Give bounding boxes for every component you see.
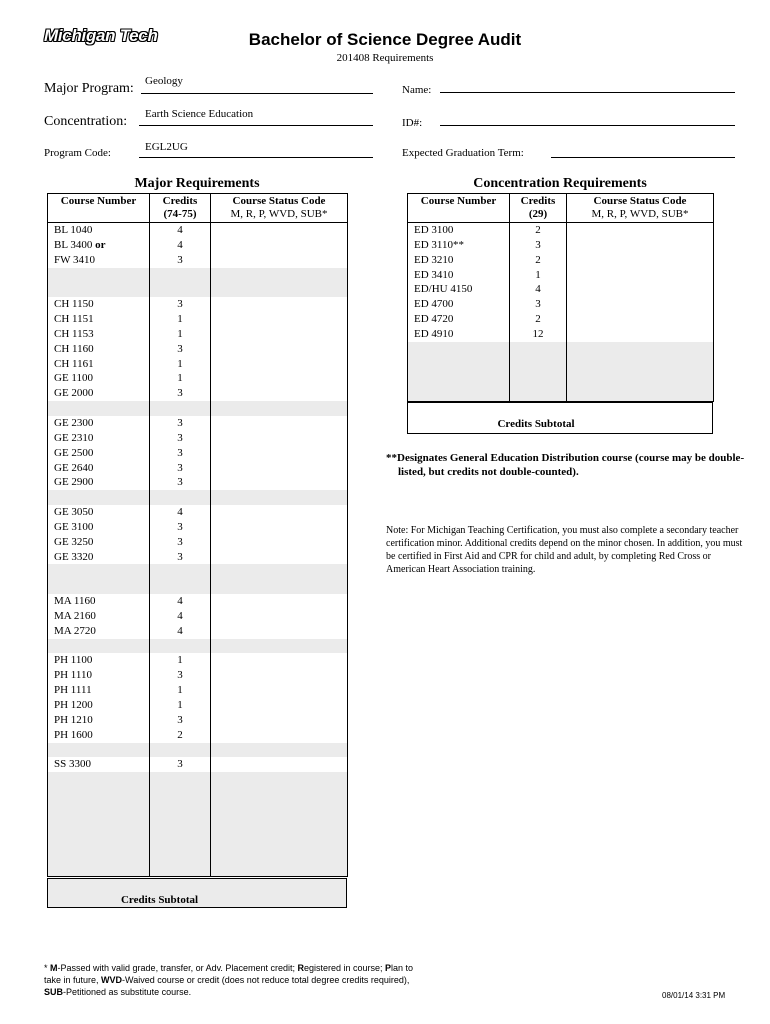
major-requirements-heading: Major Requirements — [134, 176, 260, 191]
major-course-number: BL 1040 — [48, 223, 150, 238]
major-credits: 1 — [150, 653, 211, 668]
major-status-code-cell[interactable] — [211, 757, 348, 772]
major-row — [48, 653, 348, 668]
major-row — [48, 743, 348, 758]
major-status-code-cell[interactable] — [211, 861, 348, 876]
major-row — [48, 817, 348, 832]
major-status-code-cell[interactable] — [211, 327, 348, 342]
major-status-code-cell[interactable] — [211, 357, 348, 372]
major-credits: 3 — [150, 550, 211, 565]
conc-row — [408, 268, 714, 283]
major-credits: 3 — [150, 297, 211, 312]
program-code-label: Program Code: — [44, 147, 111, 159]
major-status-code-cell[interactable] — [211, 787, 348, 802]
major-credits: 3 — [150, 386, 211, 401]
major-credits: 3 — [150, 757, 211, 772]
major-credits: 3 — [150, 668, 211, 683]
major-credits: 3 — [150, 446, 211, 461]
conc-row — [408, 386, 714, 401]
conc-course-number: ED 4910 — [408, 327, 510, 342]
major-status-code-cell[interactable] — [211, 505, 348, 520]
major-status-code-cell[interactable] — [211, 520, 348, 535]
major-credits — [150, 772, 211, 787]
conc-row — [408, 223, 714, 238]
graduation-term-field[interactable] — [551, 157, 735, 158]
major-status-code-cell[interactable] — [211, 535, 348, 550]
conc-credits: 2 — [510, 253, 567, 268]
major-row — [48, 802, 348, 817]
major-status-code-cell[interactable] — [211, 802, 348, 817]
major-course-number: PH 1200 — [48, 698, 150, 713]
id-field[interactable] — [440, 125, 735, 126]
major-status-code-cell[interactable] — [211, 238, 348, 253]
major-row — [48, 713, 348, 728]
major-credits: 4 — [150, 624, 211, 639]
major-status-code-cell[interactable] — [211, 416, 348, 431]
major-status-code-cell[interactable] — [211, 490, 348, 505]
major-row — [48, 668, 348, 683]
concentration-value: Earth Science Education — [145, 108, 254, 120]
major-row — [48, 327, 348, 342]
major-credits — [150, 268, 211, 283]
conc-row — [408, 371, 714, 386]
major-row — [48, 297, 348, 312]
major-course-number: PH 1110 — [48, 668, 150, 683]
conc-status-code-cell[interactable] — [567, 327, 714, 342]
major-course-number: SS 3300 — [48, 757, 150, 772]
conc-status-code-cell[interactable] — [567, 386, 714, 401]
major-row — [48, 550, 348, 565]
major-credits: 3 — [150, 535, 211, 550]
major-credits: 1 — [150, 312, 211, 327]
conc-course-number: ED/HU 4150 — [408, 282, 510, 297]
conc-course-number — [408, 342, 510, 357]
concentration-line[interactable] — [139, 125, 373, 126]
id-label: ID#: — [402, 117, 423, 129]
concentration-label: Concentration: — [44, 114, 128, 129]
graduation-term-label: Expected Graduation Term: — [402, 147, 524, 159]
major-status-code-cell[interactable] — [211, 698, 348, 713]
major-credits: 4 — [150, 609, 211, 624]
major-status-code-cell[interactable] — [211, 297, 348, 312]
major-program-value: Geology — [145, 75, 183, 87]
major-row — [48, 446, 348, 461]
major-course-number: PH 1600 — [48, 728, 150, 743]
major-course-number: GE 3050 — [48, 505, 150, 520]
major-course-number — [48, 832, 150, 847]
major-status-code-cell[interactable] — [211, 371, 348, 386]
major-credits: 3 — [150, 475, 211, 490]
major-row — [48, 312, 348, 327]
major-credits: 4 — [150, 223, 211, 238]
conc-course-number: ED 4700 — [408, 297, 510, 312]
major-status-code-cell[interactable] — [211, 446, 348, 461]
major-status-code-cell[interactable] — [211, 846, 348, 861]
conc-status-code-cell[interactable] — [567, 282, 714, 297]
major-status-code-cell[interactable] — [211, 713, 348, 728]
major-credits — [150, 802, 211, 817]
major-row — [48, 475, 348, 490]
major-credits: 3 — [150, 431, 211, 446]
conc-course-number — [408, 386, 510, 401]
major-col-credits: Credits (74-75) — [150, 194, 211, 223]
major-course-number — [48, 817, 150, 832]
major-status-code-cell[interactable] — [211, 386, 348, 401]
major-course-number — [48, 579, 150, 594]
major-course-number: GE 1100 — [48, 371, 150, 386]
conc-credits — [510, 342, 567, 357]
major-credits: 1 — [150, 327, 211, 342]
conc-credits: 1 — [510, 268, 567, 283]
major-course-number: BL 3400 or — [48, 238, 150, 253]
major-row — [48, 564, 348, 579]
major-row — [48, 832, 348, 847]
major-course-number: MA 1160 — [48, 594, 150, 609]
status-code-legend: * M-Passed with valid grade, transfer, or Adv. Placement credit; Registered in course; Plan to take in future, WVD-Waived course or credit (does not reduce total degree credits required), SUB-Petitioned as substitute course. — [44, 963, 414, 997]
conc-row — [408, 282, 714, 297]
major-status-code-cell[interactable] — [211, 653, 348, 668]
conc-row — [408, 253, 714, 268]
conc-row — [408, 327, 714, 342]
major-course-number — [48, 861, 150, 876]
major-row — [48, 253, 348, 268]
major-row — [48, 461, 348, 476]
conc-credits: 3 — [510, 238, 567, 253]
major-row — [48, 386, 348, 401]
teaching-certification-note: Note: For Michigan Teaching Certification, you must also complete a secondary teacher certification minor. Additional credits depend on the minor chosen. In addition, you must be certified in First Aid and CPR for child and adult, by completing Red Cross or American Heart Association training. — [386, 525, 743, 575]
major-row — [48, 594, 348, 609]
major-course-number — [48, 743, 150, 758]
major-row — [48, 282, 348, 297]
conc-status-code-cell[interactable] — [567, 371, 714, 386]
major-course-number: GE 2300 — [48, 416, 150, 431]
major-course-number: GE 3320 — [48, 550, 150, 565]
major-credits — [150, 832, 211, 847]
conc-credits: 12 — [510, 327, 567, 342]
major-row — [48, 639, 348, 654]
print-date: 08/01/14 3:31 PM — [662, 991, 726, 1000]
gen-ed-note: **Designates General Education Distribution course (course may be double-listed, but credits not double-counted). — [386, 452, 745, 478]
major-credits-subtotal: Credits Subtotal — [120, 894, 199, 906]
major-program-line[interactable] — [141, 93, 373, 94]
major-status-code-cell[interactable] — [211, 683, 348, 698]
major-credits: 3 — [150, 342, 211, 357]
major-course-number — [48, 490, 150, 505]
major-credits: 3 — [150, 520, 211, 535]
major-credits — [150, 861, 211, 876]
program-code-line[interactable] — [139, 157, 373, 158]
major-course-number: CH 1160 — [48, 342, 150, 357]
major-credits: 3 — [150, 416, 211, 431]
major-row — [48, 772, 348, 787]
major-status-code-cell[interactable] — [211, 624, 348, 639]
major-credits: 1 — [150, 357, 211, 372]
major-credits: 1 — [150, 698, 211, 713]
major-row — [48, 846, 348, 861]
major-credits — [150, 817, 211, 832]
conc-credits — [510, 357, 567, 372]
conc-course-number: ED 3110** — [408, 238, 510, 253]
conc-course-number: ED 4720 — [408, 312, 510, 327]
conc-row — [408, 238, 714, 253]
major-course-number — [48, 268, 150, 283]
concentration-requirements-heading: Concentration Requirements — [473, 176, 647, 191]
major-course-number: CH 1161 — [48, 357, 150, 372]
major-course-number — [48, 846, 150, 861]
major-course-number — [48, 639, 150, 654]
major-row — [48, 238, 348, 253]
conc-course-number: ED 3100 — [408, 223, 510, 238]
major-row — [48, 683, 348, 698]
conc-status-code-cell[interactable] — [567, 238, 714, 253]
conc-credits: 2 — [510, 312, 567, 327]
major-row — [48, 401, 348, 416]
conc-status-code-cell[interactable] — [567, 312, 714, 327]
major-status-code-cell[interactable] — [211, 832, 348, 847]
major-credits: 1 — [150, 371, 211, 386]
major-credits: 4 — [150, 238, 211, 253]
major-credits — [150, 846, 211, 861]
program-code-value: EGL2UG — [145, 141, 188, 153]
major-course-number — [48, 802, 150, 817]
major-row — [48, 861, 348, 876]
conc-credits — [510, 371, 567, 386]
major-course-number: GE 2640 — [48, 461, 150, 476]
concentration-requirements-table — [407, 193, 714, 402]
major-credits — [150, 579, 211, 594]
major-credits — [150, 743, 211, 758]
major-status-code-cell[interactable] — [211, 564, 348, 579]
major-col-course: Course Number — [48, 194, 150, 223]
major-credits — [150, 490, 211, 505]
major-status-code-cell[interactable] — [211, 639, 348, 654]
major-status-code-cell[interactable] — [211, 728, 348, 743]
major-course-number — [48, 282, 150, 297]
major-credits: 1 — [150, 683, 211, 698]
name-field[interactable] — [440, 92, 735, 93]
major-status-code-cell[interactable] — [211, 431, 348, 446]
major-course-number — [48, 772, 150, 787]
major-credits: 4 — [150, 594, 211, 609]
major-course-number: CH 1151 — [48, 312, 150, 327]
major-credits — [150, 639, 211, 654]
conc-credits: 3 — [510, 297, 567, 312]
major-status-code-cell[interactable] — [211, 268, 348, 283]
major-row — [48, 609, 348, 624]
major-status-code-cell[interactable] — [211, 743, 348, 758]
conc-status-code-cell[interactable] — [567, 297, 714, 312]
major-status-code-cell[interactable] — [211, 594, 348, 609]
major-credits — [150, 787, 211, 802]
conc-course-number: ED 3410 — [408, 268, 510, 283]
conc-row — [408, 312, 714, 327]
major-course-number: GE 3250 — [48, 535, 150, 550]
michigan-tech-logo: Michigan Tech — [44, 26, 158, 45]
conc-status-code-cell[interactable] — [567, 253, 714, 268]
major-program-label: Major Program: — [44, 81, 134, 96]
major-row — [48, 624, 348, 639]
page-title: Bachelor of Science Degree Audit — [248, 30, 522, 49]
major-credits — [150, 401, 211, 416]
conc-col-credits: Credits (29) — [510, 194, 567, 223]
major-status-code-cell[interactable] — [211, 475, 348, 490]
conc-row — [408, 357, 714, 372]
major-course-number — [48, 564, 150, 579]
major-course-number: FW 3410 — [48, 253, 150, 268]
major-credits — [150, 564, 211, 579]
major-credits — [150, 282, 211, 297]
major-course-number: MA 2160 — [48, 609, 150, 624]
conc-row — [408, 297, 714, 312]
conc-course-number — [408, 357, 510, 372]
conc-credits — [510, 386, 567, 401]
major-requirements-table — [47, 193, 348, 877]
major-status-code-cell[interactable] — [211, 223, 348, 238]
major-status-code-cell[interactable] — [211, 609, 348, 624]
major-status-code-cell[interactable] — [211, 312, 348, 327]
major-row — [48, 579, 348, 594]
major-row — [48, 416, 348, 431]
conc-credits-subtotal: Credits Subtotal — [497, 418, 575, 430]
major-credits: 3 — [150, 461, 211, 476]
major-status-code-cell[interactable] — [211, 461, 348, 476]
major-status-code-cell[interactable] — [211, 817, 348, 832]
major-row — [48, 371, 348, 386]
major-credits: 3 — [150, 713, 211, 728]
major-status-code-cell[interactable] — [211, 282, 348, 297]
conc-credits: 4 — [510, 282, 567, 297]
major-status-code-cell[interactable] — [211, 342, 348, 357]
major-course-number: GE 2000 — [48, 386, 150, 401]
name-label: Name: — [402, 84, 432, 96]
major-course-number: GE 2900 — [48, 475, 150, 490]
major-status-code-cell[interactable] — [211, 668, 348, 683]
major-credits: 2 — [150, 728, 211, 743]
major-credits: 3 — [150, 253, 211, 268]
major-row — [48, 698, 348, 713]
major-course-number: CH 1153 — [48, 327, 150, 342]
conc-course-number: ED 3210 — [408, 253, 510, 268]
major-row — [48, 520, 348, 535]
major-row — [48, 431, 348, 446]
major-row — [48, 728, 348, 743]
major-course-number: PH 1100 — [48, 653, 150, 668]
major-course-number: PH 1111 — [48, 683, 150, 698]
conc-status-code-cell[interactable] — [567, 357, 714, 372]
page-subtitle: 201408 Requirements — [336, 52, 434, 64]
major-course-number: CH 1150 — [48, 297, 150, 312]
major-status-code-cell[interactable] — [211, 550, 348, 565]
major-status-code-cell[interactable] — [211, 579, 348, 594]
major-row — [48, 505, 348, 520]
conc-row — [408, 342, 714, 357]
conc-status-code-cell[interactable] — [567, 223, 714, 238]
major-course-number — [48, 787, 150, 802]
conc-status-code-cell[interactable] — [567, 342, 714, 357]
major-course-number: GE 2310 — [48, 431, 150, 446]
major-status-code-cell[interactable] — [211, 401, 348, 416]
major-row — [48, 757, 348, 772]
major-status-code-cell[interactable] — [211, 253, 348, 268]
major-row — [48, 357, 348, 372]
major-course-number — [48, 401, 150, 416]
conc-credits: 2 — [510, 223, 567, 238]
major-row — [48, 787, 348, 802]
conc-course-number — [408, 371, 510, 386]
major-course-number: PH 1210 — [48, 713, 150, 728]
major-col-status: Course Status Code M, R, P, WVD, SUB* — [211, 194, 348, 223]
major-course-number: GE 3100 — [48, 520, 150, 535]
major-course-number: GE 2500 — [48, 446, 150, 461]
major-row — [48, 535, 348, 550]
major-row — [48, 223, 348, 238]
conc-col-course: Course Number — [408, 194, 510, 223]
major-row — [48, 342, 348, 357]
major-credits: 4 — [150, 505, 211, 520]
conc-status-code-cell[interactable] — [567, 268, 714, 283]
major-status-code-cell[interactable] — [211, 772, 348, 787]
major-course-number: MA 2720 — [48, 624, 150, 639]
major-row — [48, 268, 348, 283]
major-row — [48, 490, 348, 505]
conc-col-status: Course Status Code M, R, P, WVD, SUB* — [567, 194, 714, 223]
